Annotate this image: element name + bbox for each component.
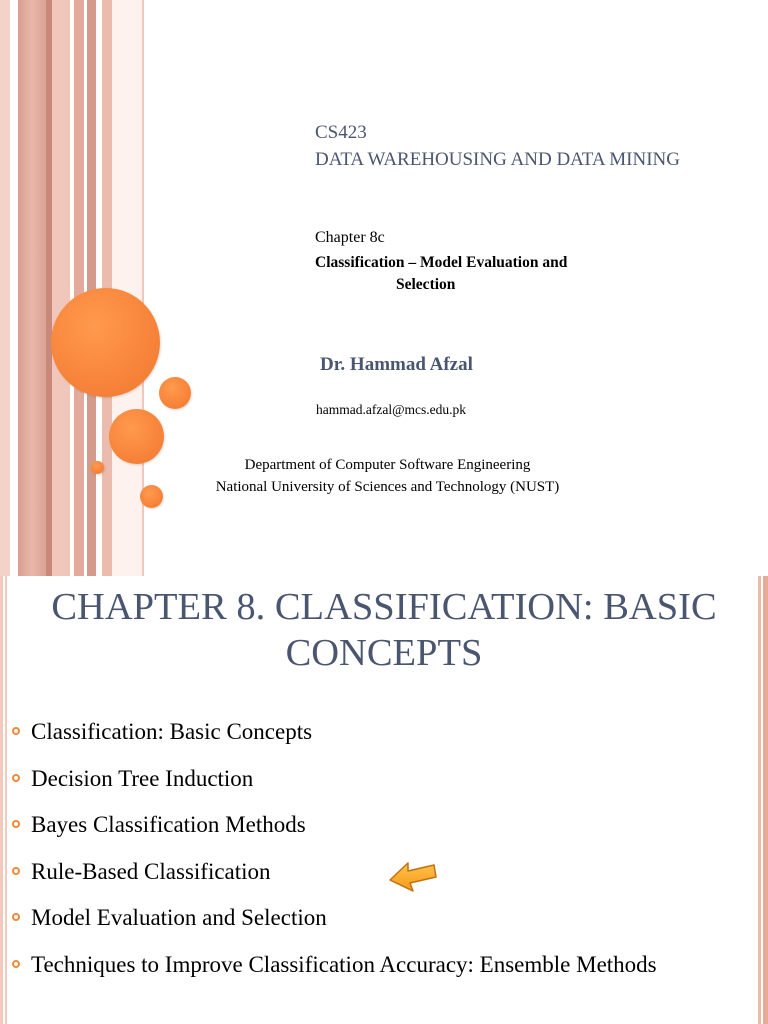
list-item: Model Evaluation and Selection — [10, 898, 660, 938]
bullet-ring-icon — [12, 867, 20, 875]
slide-subtitle — [315, 252, 645, 296]
content-slide — [0, 576, 768, 1024]
left-arrow-icon — [388, 859, 438, 893]
course-title: DATA WAREHOUSING AND DATA MINING — [315, 149, 680, 170]
medium-orange-circle — [159, 377, 191, 409]
slide-title — [10, 584, 758, 676]
bullet-ring-icon — [12, 774, 20, 782]
university-name: National University of Sciences and Technology (NUST) — [215, 479, 560, 495]
list-item: Decision Tree Induction — [10, 759, 660, 799]
list-item: Rule-Based Classification — [10, 852, 660, 892]
subtitle-line-2: Selection — [396, 276, 456, 293]
author-email: hammad.afzal@mcs.edu.pk — [316, 402, 467, 417]
left-border — [0, 576, 3, 1024]
large-orange-circle — [51, 288, 160, 397]
bullet-ring-icon — [12, 727, 20, 735]
department-name: Department of Computer Software Engineering — [244, 457, 531, 473]
tiny-orange-circle — [91, 461, 104, 474]
list-item: Techniques to Improve Classification Accuracy: Ensemble Methods — [10, 945, 660, 985]
bullet-ring-icon — [12, 913, 20, 921]
decorative-stripes — [0, 0, 150, 576]
list-item: Classification: Basic Concepts — [10, 712, 660, 752]
slide-title-line-2: CONCEPTS — [285, 632, 483, 674]
orange-circle — [109, 409, 164, 464]
subtitle-line-1: Classification – Model Evaluation and — [315, 254, 568, 271]
list-item: Bayes Classification Methods — [10, 805, 660, 845]
bullet-ring-icon — [12, 960, 20, 968]
author-name: Dr. Hammad Afzal — [320, 354, 473, 375]
slide-title-line-1: CHAPTER 8. CLASSIFICATION: BASIC — [51, 586, 717, 628]
topic-list — [10, 712, 660, 991]
course-code: CS423 — [315, 122, 367, 143]
bullet-ring-icon — [12, 820, 20, 828]
chapter-label: Chapter 8c — [315, 229, 385, 246]
left-border-inner — [5, 576, 7, 1024]
